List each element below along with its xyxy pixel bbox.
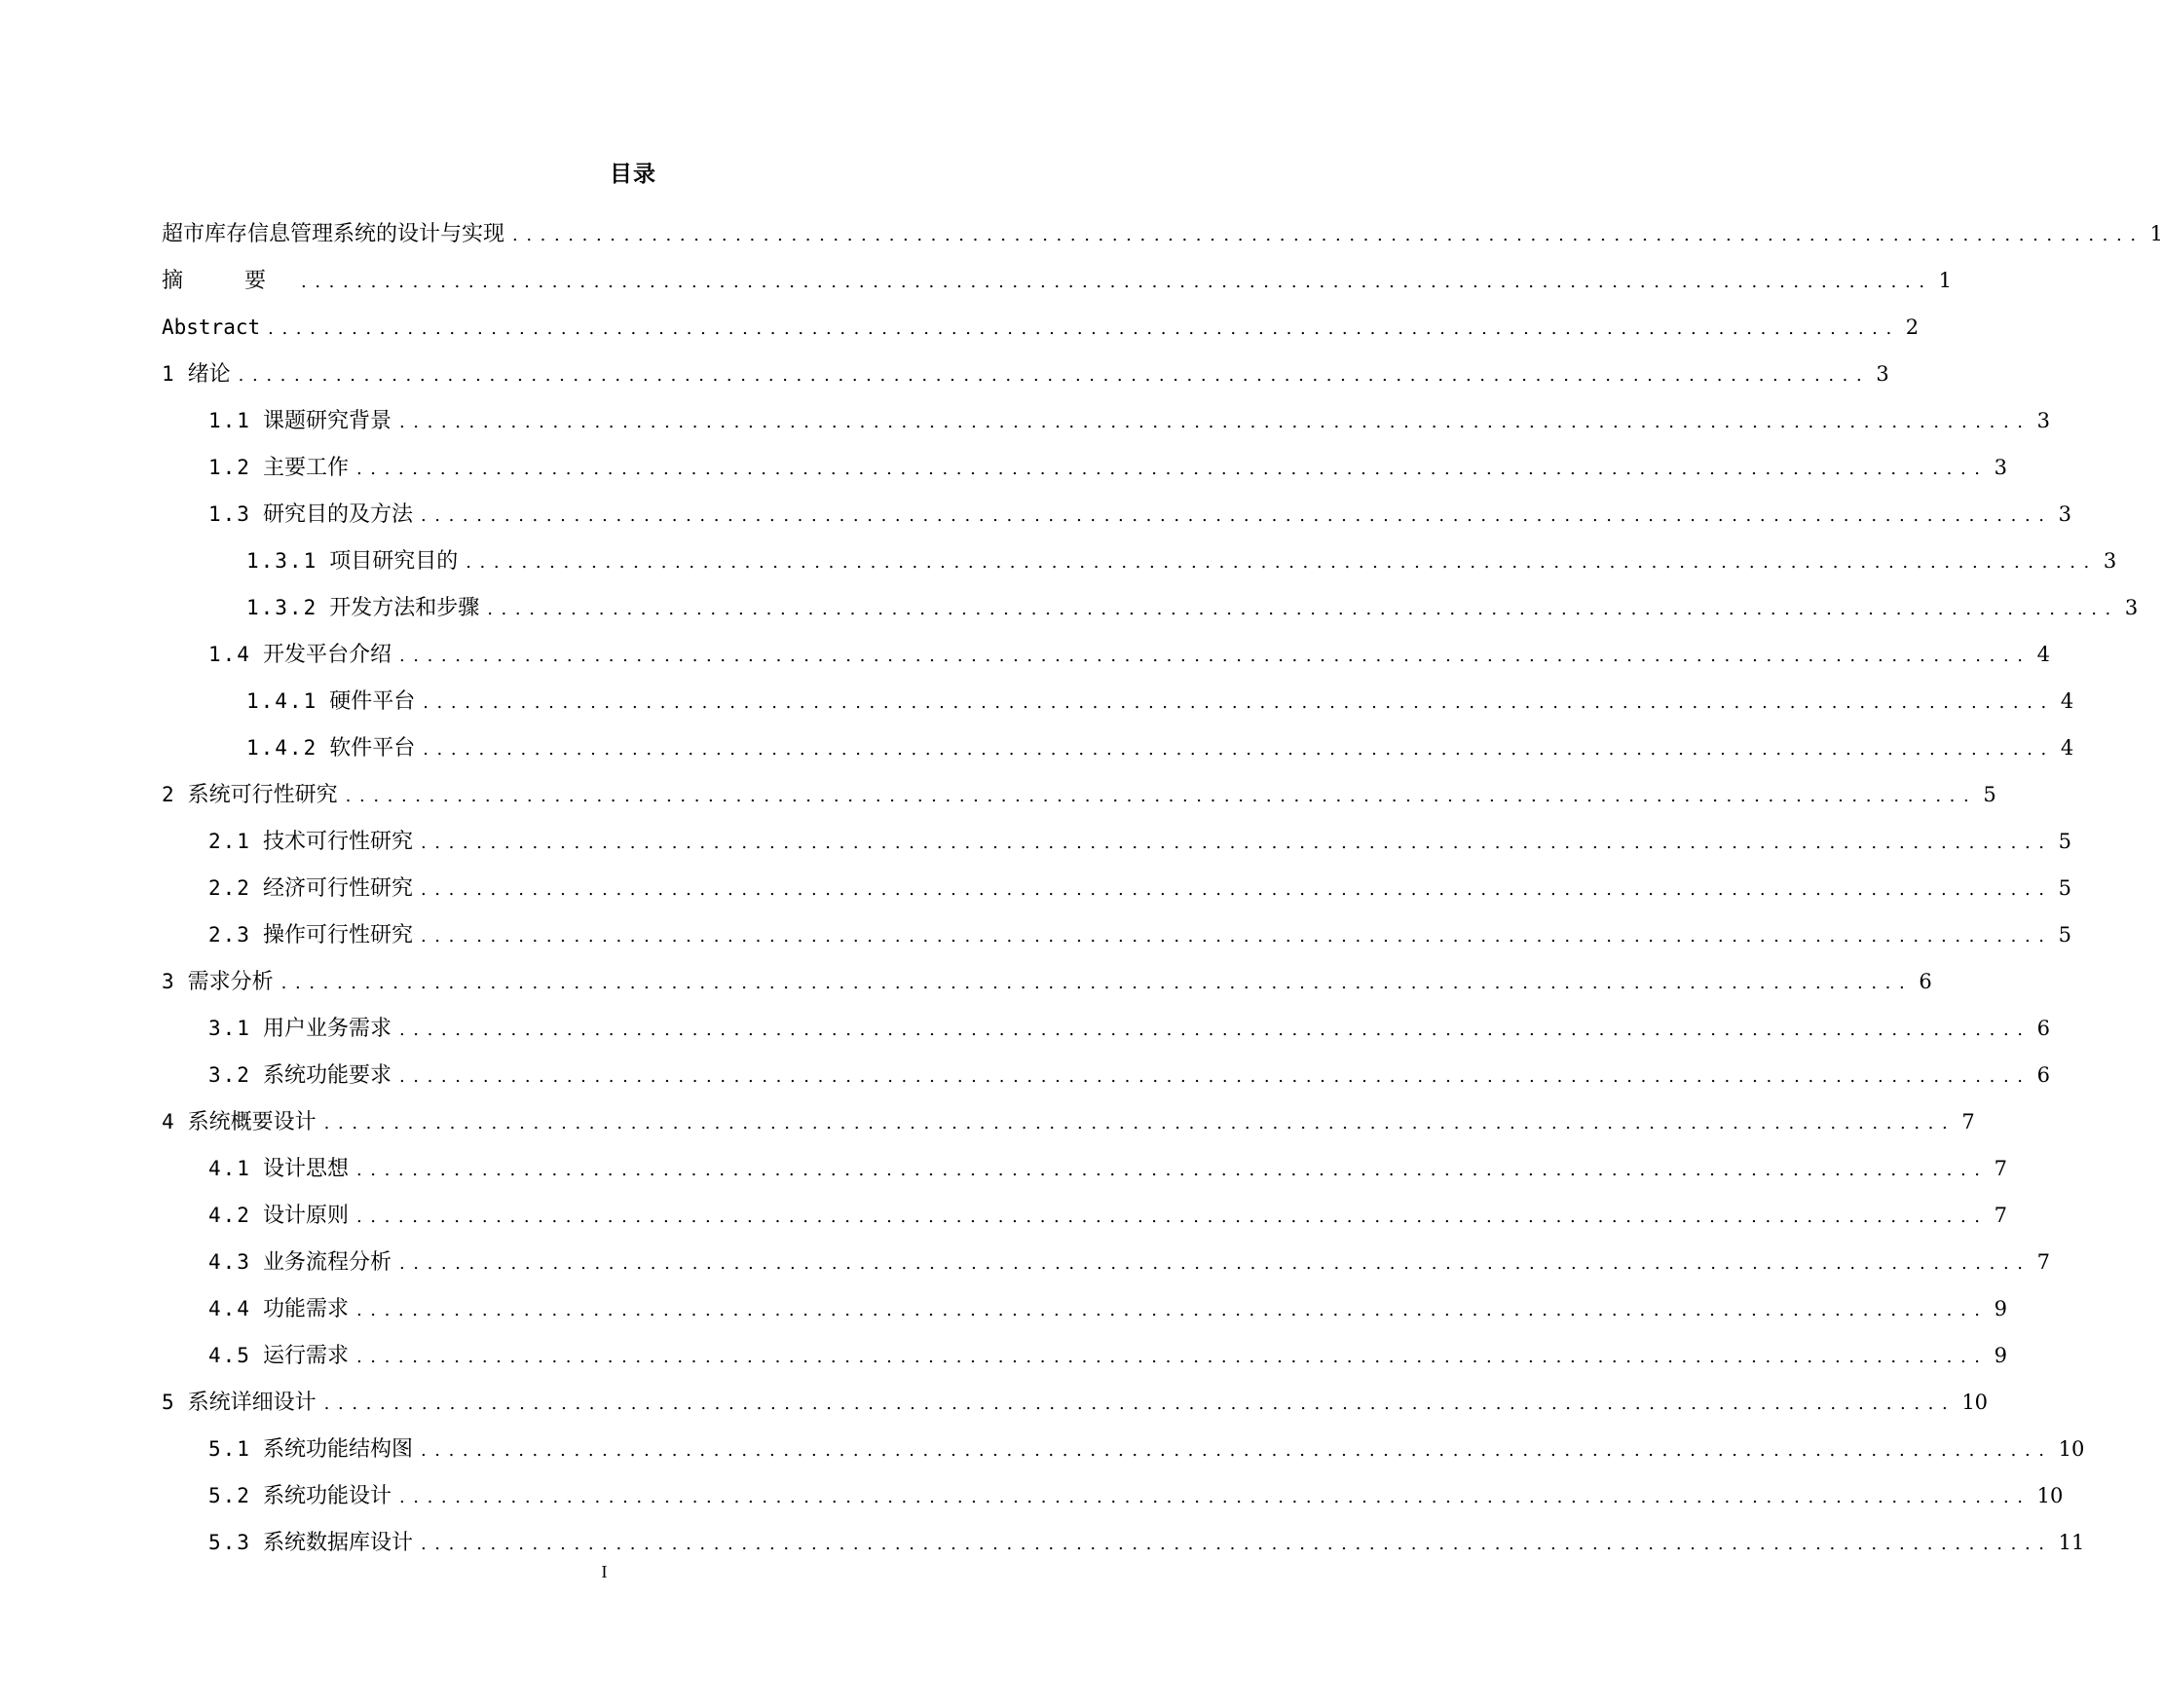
toc-entry-number: 2 (162, 783, 176, 806)
toc-entry[interactable] (162, 1098, 1975, 1145)
toc-entry-page-number: 5 (2058, 923, 2071, 947)
toc-dot-leader: ..................................................................................................................... (268, 318, 1900, 339)
toc-dot-leader: ..................................................................................................................... (420, 1534, 2053, 1554)
toc-entry[interactable] (162, 631, 2050, 678)
toc-entry-label: 操作可行性研究 (262, 923, 413, 947)
toc-entry[interactable] (162, 444, 2007, 491)
toc-entry-number: 5 (162, 1391, 176, 1414)
toc-dot-leader: ..................................................................................................................... (345, 786, 1978, 806)
toc-dot-leader: ..................................................................................................................... (420, 1440, 2053, 1461)
toc-entry-label: 主要工作 (262, 456, 349, 480)
toc-entry-page-number: 9 (1994, 1297, 2007, 1320)
toc-entry[interactable] (162, 1379, 1989, 1426)
toc-dot-leader: ..................................................................................................................... (398, 646, 2032, 666)
toc-dot-leader: ..................................................................................................................... (280, 973, 1914, 993)
toc-entry-number: 1.2 (208, 456, 251, 479)
toc-entry-page-number: 3 (2103, 549, 2117, 573)
toc-entry[interactable] (162, 1145, 2007, 1192)
toc-entry-page-number: 3 (2124, 596, 2139, 619)
toc-entry[interactable] (162, 958, 1932, 1005)
toc-dot-leader: ..................................................................................................................... (420, 505, 2053, 526)
toc-entry-number: 1.3.2 (246, 596, 318, 619)
toc-dot-leader: ..................................................................................................................... (301, 272, 1933, 292)
toc-entry-label: 研究目的及方法 (262, 502, 413, 527)
toc-dot-leader: ..................................................................................................................... (398, 1253, 2032, 1274)
toc-entry[interactable] (162, 210, 2163, 257)
toc-entry-page-number: 3 (1994, 456, 2007, 479)
toc-entry[interactable] (162, 397, 2050, 444)
toc-dot-leader: ..................................................................................................................... (423, 692, 2055, 713)
toc-entry-page-number: 4 (2036, 643, 2050, 666)
toc-entry-number: 2.1 (208, 830, 251, 853)
toc-entry[interactable] (162, 724, 2074, 771)
toc-entry-page-number: 4 (2060, 736, 2074, 760)
toc-entry-number: 5.3 (208, 1531, 251, 1554)
toc-entry-label: 系统功能设计 (262, 1484, 392, 1508)
toc-entry-label: 需求分析 (187, 970, 274, 994)
toc-entry-page-number: 7 (1961, 1110, 1975, 1133)
toc-entry-label: 经济可行性研究 (262, 876, 413, 901)
toc-entry-label: 开发平台介绍 (262, 643, 392, 667)
toc-entry-page-number: 10 (2036, 1484, 2064, 1507)
toc-dot-leader: ..................................................................................................................... (487, 599, 2119, 619)
toc-entry-number: 2.2 (208, 876, 251, 900)
toc-entry-label: Abstract (162, 316, 261, 339)
toc-entry-page-number: 9 (1994, 1344, 2007, 1367)
toc-entry-number: 1 (162, 362, 176, 386)
toc-entry-label: 设计思想 (262, 1157, 349, 1181)
toc-entry-number: 5.1 (208, 1437, 251, 1461)
toc-entry-page-number: 6 (2036, 1063, 2050, 1087)
toc-dot-leader: ..................................................................................................................... (398, 1487, 2032, 1507)
toc-entry-number: 1.4.2 (246, 736, 318, 760)
toc-entry-page-number: 3 (2058, 502, 2071, 526)
toc-entry-label: 功能需求 (262, 1297, 349, 1321)
toc-entry[interactable] (162, 304, 1920, 351)
toc-dot-leader: ..................................................................................................................... (420, 833, 2053, 853)
toc-entry-page-number: 10 (2058, 1437, 2085, 1461)
toc-dot-leader: ..................................................................................................................... (323, 1393, 1957, 1414)
toc-entry-page-number: 11 (2058, 1531, 2085, 1554)
toc-dot-leader: ..................................................................................................................... (355, 1347, 1989, 1367)
toc-entry-page-number: 1 (1938, 269, 1953, 292)
toc-entry-page-number: 7 (2036, 1250, 2050, 1274)
toc-entry[interactable] (162, 771, 1996, 818)
toc-entry-label: 软件平台 (329, 736, 416, 761)
toc-entry-number: 3 (162, 970, 176, 993)
toc-entry-label: 硬件平台 (329, 689, 416, 714)
toc-entry-number: 4 (162, 1110, 176, 1133)
toc-dot-leader: ..................................................................................................................... (420, 879, 2053, 900)
toc-entry-number: 3.2 (208, 1063, 251, 1087)
toc-entry-label: 课题研究背景 (262, 409, 392, 433)
toc-entry-page-number: 10 (1961, 1391, 1989, 1414)
toc-entry[interactable] (162, 1192, 2007, 1239)
toc-entry-label: 系统数据库设计 (262, 1531, 413, 1555)
toc-entry[interactable] (162, 1052, 2050, 1098)
toc-entry-number: 4.3 (208, 1250, 251, 1274)
toc-entry[interactable] (162, 1332, 2007, 1379)
toc-dot-leader: ..................................................................................................................... (323, 1113, 1957, 1133)
toc-entry-label: 系统概要设计 (187, 1110, 317, 1134)
toc-title: 目录 (610, 161, 656, 187)
toc-entry-label: 绪论 (187, 362, 231, 387)
toc-entry[interactable] (162, 491, 2071, 538)
toc-entry[interactable] (162, 678, 2074, 724)
toc-entry-page-number: 5 (1983, 783, 1996, 806)
toc-dot-leader: ..................................................................................................................... (355, 459, 1989, 479)
toc-entry[interactable] (162, 818, 2071, 865)
toc-entry[interactable] (162, 1519, 2085, 1566)
toc-dot-leader: ..................................................................................................................... (423, 739, 2055, 760)
toc-entry-label: 系统可行性研究 (187, 783, 338, 807)
toc-dot-leader: ..................................................................................................................... (398, 1020, 2032, 1040)
toc-entry-page-number: 3 (1876, 362, 1889, 386)
toc-entry[interactable] (162, 1285, 2007, 1332)
toc-entry-page-number: 6 (2036, 1017, 2050, 1040)
toc-entry[interactable] (162, 538, 2117, 584)
table-of-contents (162, 210, 2163, 1566)
toc-entry-label: 系统功能结构图 (262, 1437, 413, 1462)
toc-entry-page-number: 3 (2036, 409, 2050, 432)
toc-entry[interactable] (162, 865, 2071, 911)
toc-entry-number: 1.4.1 (246, 689, 318, 713)
toc-entry-number: 1.3.1 (246, 549, 318, 573)
toc-entry-label: 开发方法和步骤 (329, 596, 480, 620)
toc-entry[interactable] (162, 257, 1953, 304)
toc-entry-label: 业务流程分析 (262, 1250, 392, 1275)
toc-dot-leader: ..................................................................................................................... (238, 365, 1871, 386)
toc-dot-leader: ..................................................................................................................... (420, 926, 2053, 947)
toc-entry-page-number: 5 (2058, 876, 2071, 900)
toc-dot-leader: ..................................................................................................................... (398, 412, 2032, 432)
toc-entry-page-number: 4 (2060, 689, 2074, 713)
toc-entry-page-number: 6 (1919, 970, 1932, 993)
toc-entry-page-number: 2 (1905, 316, 1920, 339)
toc-entry-page-number: 5 (2058, 830, 2071, 853)
toc-dot-leader: ..................................................................................................................... (355, 1300, 1989, 1320)
toc-entry-number: 1.3 (208, 502, 251, 526)
toc-entry-label: 系统功能要求 (262, 1063, 392, 1088)
toc-entry[interactable] (162, 1005, 2050, 1052)
toc-entry-number: 1.1 (208, 409, 251, 432)
toc-entry-label: 用户业务需求 (262, 1017, 392, 1041)
toc-entry[interactable] (162, 911, 2071, 958)
toc-entry[interactable] (162, 1239, 2050, 1285)
toc-entry-number: 2.3 (208, 923, 251, 947)
page-number: I (601, 1562, 608, 1581)
toc-entry-number: 4.5 (208, 1344, 251, 1367)
toc-entry-label: 技术可行性研究 (262, 830, 413, 854)
toc-entry-label: 设计原则 (262, 1204, 349, 1228)
toc-entry-label: 超市库存信息管理系统的设计与实现 (162, 222, 505, 246)
toc-entry-number: 4.1 (208, 1157, 251, 1180)
toc-entry-number: 4.2 (208, 1204, 251, 1227)
toc-entry-number: 5.2 (208, 1484, 251, 1507)
toc-dot-leader: ..................................................................................................................... (355, 1207, 1989, 1227)
toc-entry-number: 3.1 (208, 1017, 251, 1040)
toc-entry[interactable] (162, 351, 1889, 397)
toc-entry-label: 运行需求 (262, 1344, 349, 1368)
toc-entry-label: 摘 要 (162, 269, 293, 293)
toc-entry-page-number: 1 (2149, 222, 2163, 245)
toc-dot-leader: ..................................................................................................................... (512, 225, 2144, 245)
toc-entry[interactable] (162, 1472, 2064, 1519)
toc-entry-number: 4.4 (208, 1297, 251, 1320)
toc-entry-label: 项目研究目的 (329, 549, 459, 574)
toc-entry[interactable] (162, 1426, 2085, 1472)
toc-entry-label: 系统详细设计 (187, 1391, 317, 1415)
toc-entry-page-number: 7 (1994, 1204, 2007, 1227)
toc-entry[interactable] (162, 584, 2139, 631)
toc-entry-page-number: 7 (1994, 1157, 2007, 1180)
toc-entry-number: 1.4 (208, 643, 251, 666)
toc-dot-leader: ..................................................................................................................... (466, 552, 2098, 573)
toc-dot-leader: ..................................................................................................................... (398, 1066, 2032, 1087)
toc-dot-leader: ..................................................................................................................... (355, 1160, 1989, 1180)
